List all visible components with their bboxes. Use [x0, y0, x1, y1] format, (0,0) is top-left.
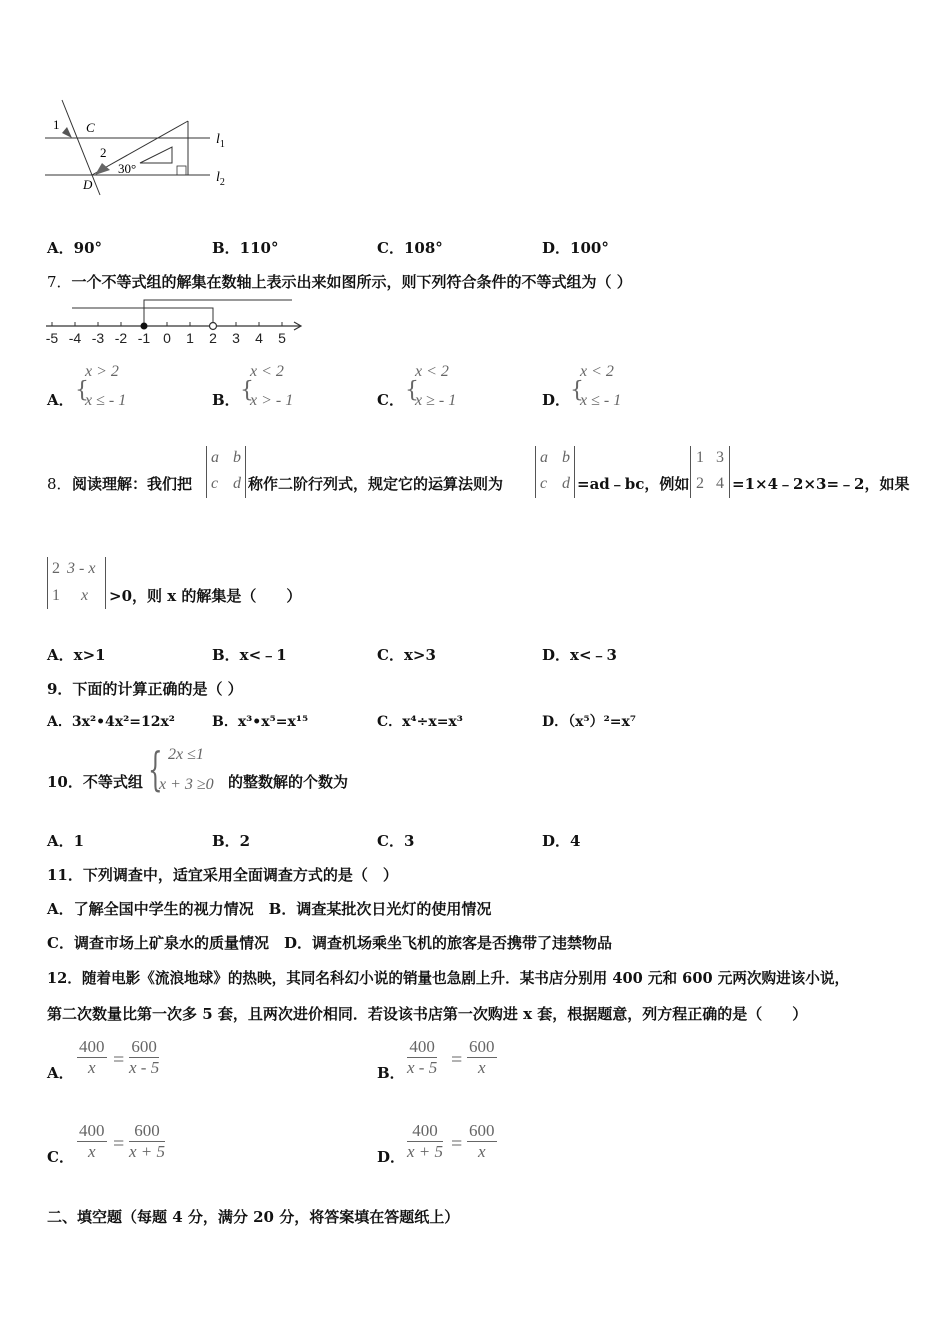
- label-d: D: [83, 177, 93, 192]
- transversal: [62, 100, 100, 195]
- q7-option-b: B．: [212, 391, 240, 409]
- right-fraction: [129, 1037, 159, 1078]
- left-fraction: [77, 1037, 107, 1078]
- det-2: 2: [696, 475, 704, 492]
- label-c: C: [86, 120, 95, 135]
- det-a: a: [211, 449, 219, 466]
- q10-bottom: x + 3 ≥0: [159, 776, 214, 793]
- label-l1: $l_1$: [216, 132, 225, 150]
- q8-text1: 阅读理解：我们把: [72, 475, 193, 493]
- right-fraction: [467, 1037, 497, 1078]
- det-c: c: [540, 475, 548, 492]
- right-fraction: [129, 1121, 165, 1162]
- left-brace-icon: {: [405, 378, 419, 403]
- determinant-example: [690, 446, 730, 498]
- tick-label: -1: [137, 330, 151, 346]
- q10-top: 2x ≤1: [168, 746, 204, 763]
- det-c: c: [211, 475, 219, 492]
- denominator: x: [87, 1142, 96, 1161]
- q7-option-bottom: x ≤ - 1: [85, 392, 127, 409]
- number-line: [42, 296, 312, 348]
- q8-text2: 称作二阶行列式，规定它的运算法则为: [248, 475, 504, 493]
- det-3: 3: [716, 449, 724, 466]
- q10-tail: 的整数解的个数为: [228, 773, 349, 791]
- numerator: 600: [469, 1121, 495, 1140]
- q10-number: 10．不等式组: [47, 773, 143, 791]
- denominator: x - 5: [129, 1058, 160, 1077]
- label-1: 1: [53, 117, 60, 132]
- q8-option-b: B．x<﹣1: [212, 646, 287, 664]
- solution-ray-right: [144, 300, 292, 326]
- open-point: [210, 323, 217, 330]
- q12-option-a: A．: [47, 1064, 74, 1082]
- q7-option-top: x < 2: [415, 363, 449, 380]
- q7-option-a: A．: [47, 391, 74, 409]
- q12-option-d: D．: [377, 1148, 406, 1166]
- q6-option-a: A．90°: [47, 239, 103, 257]
- solid-point: [141, 323, 148, 330]
- angle-2-mark: [95, 163, 110, 175]
- det-4: 4: [716, 475, 724, 492]
- section-2-title: 二、填空题（每题 4 分，满分 20 分，将答案填在答题纸上）: [47, 1208, 460, 1226]
- q8-option-c: C．x>3: [377, 646, 436, 664]
- q6-option-b: B．110°: [212, 239, 279, 257]
- tick-label: 2: [209, 330, 217, 346]
- q12-option-b: B．: [377, 1064, 405, 1082]
- numerator: 400: [407, 1121, 443, 1142]
- denominator: x - 5: [407, 1058, 438, 1077]
- tick-label: 0: [163, 330, 171, 346]
- equals-sign: =: [113, 1133, 125, 1155]
- q7-option-bottom: x ≥ - 1: [415, 392, 457, 409]
- left-fraction: [77, 1121, 107, 1162]
- label-30: 30°: [118, 161, 137, 176]
- q7-stem: 7．一个不等式组的解集在数轴上表示出来如图所示，则下列符合条件的不等式组为（ ）: [47, 273, 632, 291]
- label-2: 2: [100, 145, 107, 160]
- q7-option-bottom: x ≤ - 1: [580, 392, 622, 409]
- q7-option-d: D．: [542, 391, 571, 409]
- left-brace-icon: {: [240, 378, 254, 403]
- q8-text5: >0，则 x 的解集是（ ）: [109, 587, 302, 605]
- q7-option-top: x < 2: [250, 363, 284, 380]
- tick-label: -5: [45, 330, 59, 346]
- numerator: 600: [469, 1037, 495, 1056]
- det-1: 1: [696, 449, 704, 466]
- q8-option-d: D．x<﹣3: [542, 646, 617, 664]
- q10-option-c: C．3: [377, 832, 415, 850]
- det-b: b: [562, 449, 570, 466]
- q9-option-d: D．（x⁵）²=x⁷: [542, 714, 636, 730]
- numerator: 600: [129, 1121, 165, 1142]
- tick-label: -3: [91, 330, 105, 346]
- tick-label: -4: [68, 330, 82, 346]
- q11-line1: A．了解全国中学生的视力情况 B．调查某批次日光灯的使用情况: [47, 900, 492, 918]
- q8-text3: =ad﹣bc，例如: [577, 475, 690, 493]
- left-brace-icon: {: [148, 742, 163, 796]
- q12-option-c: C．: [47, 1148, 74, 1166]
- right-angle-mark: [177, 166, 186, 175]
- angle-1-mark: [62, 127, 72, 138]
- q10-option-a: A．1: [47, 832, 85, 850]
- q8-text4: =1×4﹣2×3=﹣2，如果: [732, 475, 910, 493]
- left-fraction: [407, 1037, 437, 1078]
- q11-line2: C．调查市场上矿泉水的质量情况 D．调查机场乘坐飞机的旅客是否携带了违禁物品: [47, 934, 612, 952]
- det-x: x: [81, 587, 89, 604]
- determinant-rule: [535, 446, 575, 498]
- q7-option-c: C．: [377, 391, 404, 409]
- det-2: 2: [52, 560, 60, 577]
- det-a: a: [540, 449, 548, 466]
- q11-stem: 11．下列调查中，适宜采用全面调查方式的是（ ）: [47, 866, 398, 884]
- q7-option-top: x > 2: [85, 363, 119, 380]
- parallel-lines-figure: [40, 95, 250, 200]
- numerator: 400: [407, 1037, 437, 1058]
- tick-label: 3: [232, 330, 240, 346]
- numerator: 400: [79, 1037, 105, 1056]
- inner-triangle: [140, 147, 172, 163]
- q9-option-c: C．x⁴÷x=x³: [377, 714, 463, 730]
- q12-line1: 12．随着电影《流浪地球》的热映，其同名科幻小说的销量也急剧上升．某书店分别用 400 元和 600 元两次购进该小说，: [47, 970, 850, 987]
- q7-option-bottom: x > - 1: [250, 392, 294, 409]
- equals-sign: =: [451, 1133, 463, 1155]
- q6-option-d: D．100°: [542, 239, 609, 257]
- q10-option-b: B．2: [212, 832, 251, 850]
- denominator: x + 5: [407, 1142, 444, 1161]
- q7-option-top: x < 2: [580, 363, 614, 380]
- denominator: x: [87, 1058, 96, 1077]
- det-b: b: [233, 449, 241, 466]
- denominator: x: [477, 1058, 486, 1077]
- numerator: 400: [79, 1121, 105, 1140]
- denominator: x: [477, 1142, 486, 1161]
- q9-stem: 9．下面的计算正确的是（ ）: [47, 680, 243, 698]
- det-d: d: [233, 475, 241, 492]
- left-brace-icon: {: [570, 378, 584, 403]
- det-1: 1: [52, 587, 60, 604]
- numerator: 600: [129, 1037, 159, 1058]
- tick-label: 4: [255, 330, 263, 346]
- label-l2: $l_2$: [216, 170, 225, 188]
- left-brace-icon: {: [75, 378, 89, 403]
- q9-option-a: A．3x²•4x²=12x²: [47, 714, 175, 730]
- tick-label: 1: [186, 330, 194, 346]
- left-fraction: [407, 1121, 443, 1162]
- tick-label: -2: [114, 330, 128, 346]
- q12-line2: 第二次数量比第一次多 5 套，且两次进价相同．若设该书店第一次购进 x 套，根据题意，列方程正确的是（ ）: [47, 1005, 808, 1023]
- equals-sign: =: [113, 1049, 125, 1071]
- q6-option-c: C．108°: [377, 239, 443, 257]
- right-fraction: [467, 1121, 497, 1162]
- q9-option-b: B．x³•x⁵=x¹⁵: [212, 714, 309, 730]
- determinant-abcd: [206, 446, 246, 498]
- determinant-condition: [47, 557, 106, 609]
- tick-label: 5: [278, 330, 286, 346]
- det-3-minus-x: 3 - x: [67, 560, 96, 577]
- q10-option-d: D．4: [542, 832, 581, 850]
- q8-option-a: A．x>1: [47, 646, 106, 664]
- denominator: x + 5: [129, 1142, 166, 1161]
- q8-number: 8．: [47, 475, 72, 493]
- det-d: d: [562, 475, 570, 492]
- equals-sign: =: [451, 1049, 463, 1071]
